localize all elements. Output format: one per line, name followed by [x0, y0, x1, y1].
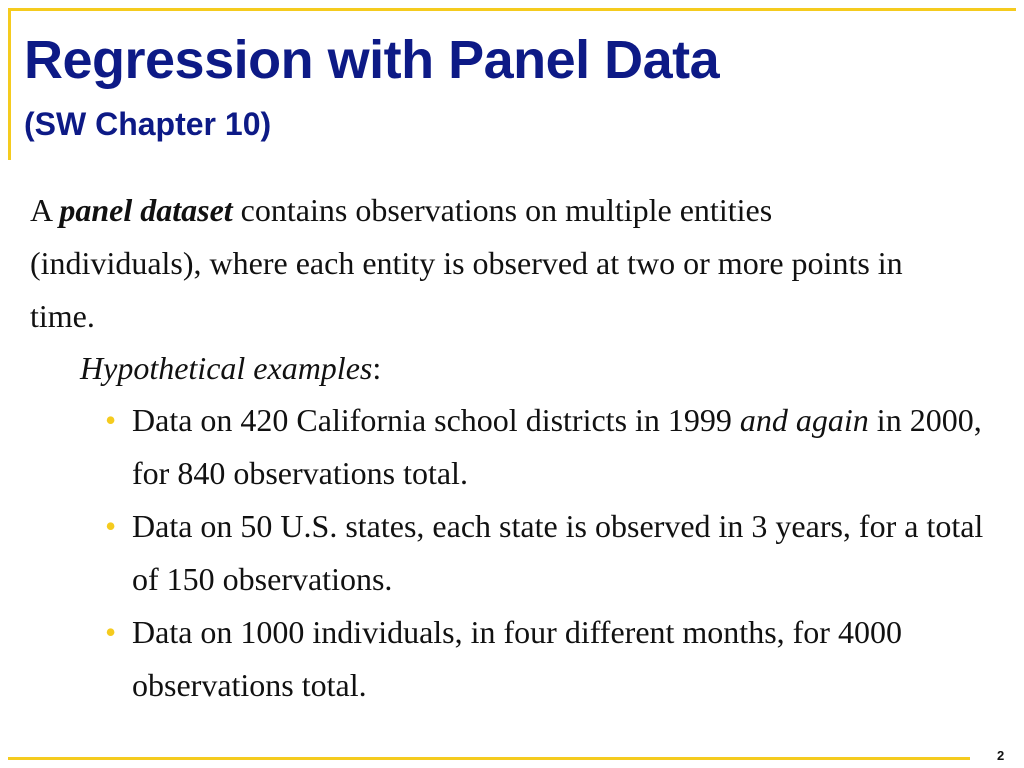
left-accent-rule [8, 8, 11, 160]
example-3-text: Data on 1000 individuals, in four different months, for 4000 observations total. [132, 614, 902, 703]
examples-heading [80, 342, 381, 395]
examples-list [105, 394, 1005, 712]
bottom-accent-rule [8, 757, 970, 760]
intro-rest: contains observations on multiple entities (individuals), where each entity is observed at two or more points in time. [30, 192, 903, 334]
page-number: 2 [997, 748, 1005, 763]
example-item-2 [105, 500, 1005, 606]
bullet-icon: • [105, 614, 117, 650]
example-1-emphasis: and again [739, 402, 869, 438]
examples-heading-colon: : [372, 350, 382, 386]
example-1-text: Data on 420 California school districts in 1999 [132, 402, 740, 438]
intro-term: panel dataset [59, 192, 233, 228]
example-item-1 [105, 394, 1005, 500]
slide-title: Regression with Panel Data [24, 30, 720, 90]
slide-subtitle: (SW Chapter 10) [24, 106, 272, 142]
intro-prefix: A [30, 192, 60, 228]
examples-heading-text: Hypothetical examples [80, 350, 373, 386]
bullet-icon: • [105, 402, 117, 438]
bullet-icon: • [105, 508, 117, 544]
intro-paragraph [30, 184, 930, 343]
example-2-text: Data on 50 U.S. states, each state is observed in 3 years, for a total of 150 observations. [132, 508, 984, 597]
top-accent-rule [8, 8, 1016, 11]
example-1-text-end: in 2000, for 840 observations total. [132, 402, 982, 491]
example-item-3 [105, 606, 1005, 712]
